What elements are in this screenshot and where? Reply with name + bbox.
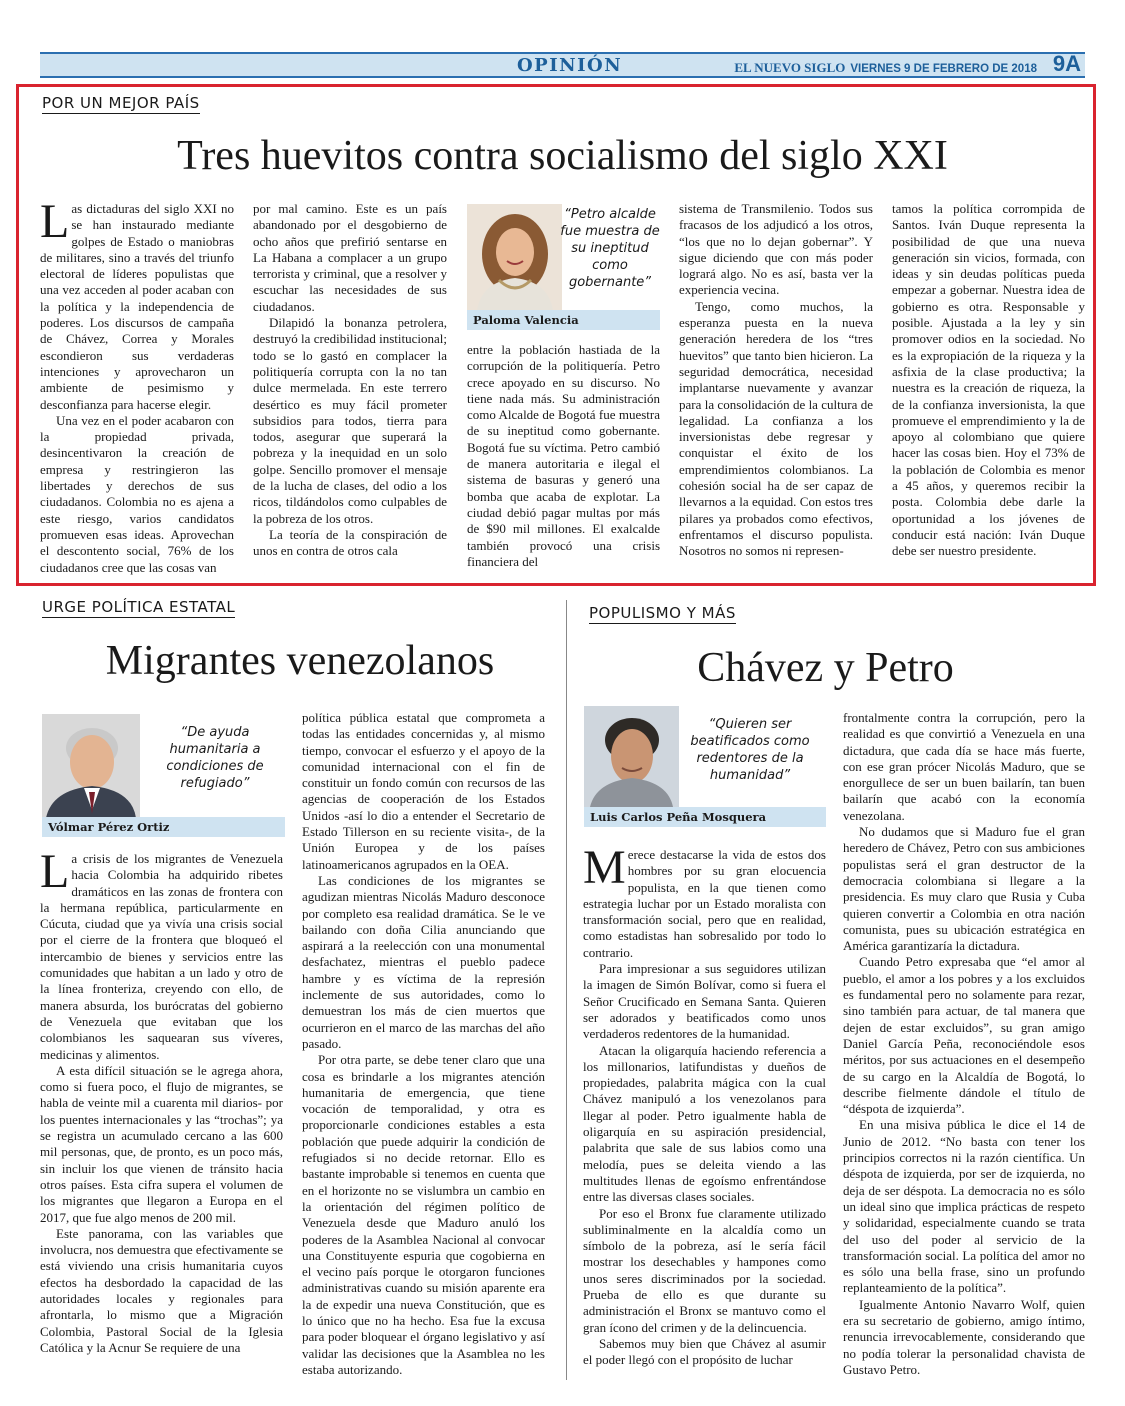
article3-paragraph: frontalmente contra la corrupción, pero la realidad es que convirtió a Venezuela en una dictadura, que cada día se hace más fuerte, con ese gran prócer Nicolás Maduro, que se enorgullece de ser un buen bailarín, tan buen bailarín que acabó con la economía venezolana.	[843, 710, 1085, 823]
section-title: OPINIÓN	[517, 55, 623, 76]
article3-paragraph: Cuando Petro expresaba que “el amor al pueblo, el amor a los pobres y a los excluidos es fundamental pero no solamente para rezar, sino también para actuar, de tal manera que dejen de estar excluidos”, su gran amigo Daniel García Peña, reconociéndole esos méritos, por sus actuaciones en el desempeño de su cargo en la Alcaldía de Bogotá, lo describe fielmente dándole el título de “déspota de izquierda”.	[843, 954, 1085, 1117]
article3-paragraph: No dudamos que si Maduro fue el gran heredero de Chávez, Petro con sus ambiciones populistas será el gran destructor de la democracia colombiana si llegare a la presidencia. Es muy claro que Rusia y Cuba quieren convertir a Colombia en otra nación comunista, pues su ubicación estratégica en América garantizaría la dictadura.	[843, 824, 1085, 954]
article3-column-1	[583, 841, 826, 1368]
author-photo-luis-carlos-pena-mosquera	[584, 706, 679, 807]
article1-quote: “Petro alcalde fue muestra de su ineptitud como gobernante”	[560, 207, 660, 290]
article2-paragraph: Las condiciones de los migrantes se agudizan mientras Nicolás Maduro desconoce por completo esa realidad dramática. Se le ve bailando con doña Cilia anunciando que aspirará a la reelección con una monumental desfachatez, mientras el pueblo padece hambre y es víctima de la represión inclemente de sus autoridades, como lo demuestran los más de cien muertos que ocurrieron en el marco de las marchas del año pasado.	[302, 872, 545, 1051]
drop-cap: M	[583, 841, 626, 894]
drop-cap: L	[40, 195, 70, 248]
article1-paragraph: por mal camino. Este es un país abandonado por el desgobierno de ocho años que prefirió sentarse en La Habana a complacer a un grupo terrorista y criminal, que a resolver y escuchar las necesidades de sus ciudadanos.	[253, 201, 447, 314]
article1-headline: Tres huevitos contra socialismo del siglo XXI	[177, 133, 948, 179]
article3-kicker: POPULISMO Y MÁS	[589, 604, 736, 622]
article3-paragraph: Igualmente Antonio Navarro Wolf, quien era su secretario de gobierno, amigo íntimo, renuncia irrevocablemente, considerando que no podía tolerar la personalidad chavista de Gustavo Petro.	[843, 1296, 1085, 1377]
article3-paragraph: Para impresionar a sus seguidores utilizan la imagen de Simón Bolívar, como si fuera el Señor Crucificado en Semana Santa. Quieren ser adorados y beatificados como unos verdaderos redentores de la humanidad.	[583, 961, 826, 1042]
page-header-bar	[40, 52, 1085, 78]
article2-kicker: URGE POLÍTICA ESTATAL	[42, 598, 236, 616]
article1-paragraph: as dictaduras del siglo XXI no se han instaurado mediante golpes de Estado o maniobras de militares, sino a través del triunfo electoral de líderes populistas que una vez acceden al poder acaban con la política y la independencia de poderes. Los discursos de campaña de Chávez, Correa y Morales escondieron sus verdaderas intenciones y aprovecharon un ambiente de pesimismo y desconfianza para hacerse elegir.	[40, 201, 234, 412]
article1-column-3	[467, 342, 660, 573]
portrait-image	[42, 714, 140, 818]
drop-cap: L	[40, 845, 70, 898]
article2-column-2	[302, 710, 545, 1377]
article1-kicker: POR UN MEJOR PAÍS	[42, 94, 200, 112]
article1-author: Paloma Valencia	[467, 310, 660, 330]
author-photo-volmar-perez-ortiz	[42, 714, 140, 818]
article1-column-5	[892, 201, 1085, 573]
article3-column-2	[843, 710, 1085, 1377]
article1-column-2	[253, 201, 447, 573]
article1-paragraph: entre la población hastiada de la corrupción de la politiquería. Petro crece apoyado en su discurso. No tiene nada más. Su administración como Alcalde de Bogotá fue muestra de su ineptitud como gobernante. Bogotá fue su víctima. Petro cambió de manera autoritaria e ilegal el sistema de basuras y generó una bomba que acaba de explotar. La ciudad debió pagar multas por más de $90 mil millones. El exalcalde también provocó una crisis financiera del	[467, 342, 660, 569]
article3-author: Luis Carlos Peña Mosquera	[584, 807, 826, 827]
portrait-image	[467, 204, 562, 311]
author-photo-paloma-valencia	[467, 204, 562, 311]
article2-paragraph: política pública estatal que comprometa a todas las entidades concernidas y, al mismo tiempo, convocar el esfuerzo y el apoyo de la comunidad internacional con el fin de constituir un fondo común con recursos de las agencias de cooperación de los Estados Unidos -así lo dio a entender el Secretario de Estado Tillerson en su reciente visita-, de la Unión Europea y de los países latinoamericanos agrupados en la OEA.	[302, 710, 545, 872]
article1-column-4	[679, 201, 873, 573]
portrait-image	[584, 706, 679, 807]
article2-paragraph: Por otra parte, se debe tener claro que una cosa es brindarle a los migrantes atención humanitaria de emergencia, que tiene vocación de temporalidad, y otra es proporcionarle condiciones estables a esta población que puede adquirir la condición de refugiados si no decide retornar. Ello es bastante improbable si tenemos en cuenta que en el horizonte no se vislumbra un cambio en la orientación del régimen político de Venezuela desde que Maduro anuló los poderes de la Asamblea Nacional al convocar una Constituyente espuria que cogobierna en el vecino país porque le otorgaron funciones administrativas cuando su misión aparente era la de expedir una nueva Constitución, que es lo único que no ha hecho. Esa fue la excusa para poder bloquear el órgano legislativo y así validar las decisiones que la Asamblea no les estaba autorizando.	[302, 1052, 545, 1377]
article1-paragraph: Una vez en el poder acabaron con la propiedad privada, desincentivaron la creación de empresa y restringieron las libertades y derechos de sus ciudadanos. Colombia no es ajena a este riesgo, varios candidatos promueven esas ideas. Aprovechan el descontento social, 76% de los ciudadanos cree que las cosas van	[40, 412, 234, 575]
article1-paragraph: tamos la política corrompida de Santos. Iván Duque representa la posibilidad de que una nueva generación sin vicios, formada, con ideas y sin deudas políticas pueda empezar a gobernar. Nuestra idea de gobierno es otra. Responsable y posible. Ajustada a la ley y sin promover odios en la sociedad. No es la expropiación de la riqueza y la asfixia de la clase productiva; la nuestra es la creación de riqueza, la de la confianza inversionista, la que promueve el emprendimiento y la de apoyo al colombiano que quiere hacer las cosas bien. Hoy el 73% de la población de Colombia es menor a 45 años, y queremos recibir la posta. Colombia debe darle la oportunidad a los jóvenes de conducir está nación: Iván Duque debe ser nuestro presidente.	[892, 201, 1085, 559]
column-divider	[566, 600, 567, 1380]
issue-date: VIERNES 9 DE FEBRERO DE 2018	[850, 63, 1037, 75]
article3-paragraph: En una misiva pública le dice el 14 de Junio de 2012. “No basta con tener los principios correctos ni la razón científica. Un déspota de izquierda, por ser de izquierda, no deja de ser déspota. La democracia no es sólo un ideal sino que implica prácticas de respeto y solidaridad, especialmente cuando se trata del uso del poder al servicio de la transformación social. La política del amor no es sólo una bella frase, sino un profundo replanteamiento de la política”.	[843, 1117, 1085, 1296]
paper-dateline	[734, 60, 1037, 76]
article3-headline: Chávez y Petro	[697, 645, 954, 691]
article3-paragraph: Por eso el Bronx fue claramente utilizado subliminalmente en la alcaldía como un símbolo de la pobreza, así le sería fácil mostrar los desechables y hampones como unos seres discriminados por la sociedad. Prueba de ello es que durante su administración el Bronx se mantuvo como el gran ícono del crimen y de la delincuencia.	[583, 1205, 826, 1335]
article2-author: Vólmar Pérez Ortiz	[42, 817, 285, 837]
article2-paragraph: a crisis de los migrantes de Venezuela hacia Colombia ha adquirido ribetes dramáticos en las zonas de frontera con la hermana república, particularmente en Cúcuta, ciudad que ya vivía una crisis social por el cierre de la frontera que bloqueó el intercambio de bienes y servicios entre las comunidades que habitan a un lado y otro de la línea fronteriza, creyendo con ello, de manera absurda, los burócratas del gobierno de Venezuela que evitaban que los colombianos les saquearan sus víveres, medicinas y alimentos.	[40, 851, 283, 1062]
article1-paragraph: Tengo, como muchos, la esperanza puesta en la nueva generación heredera de los “tres huevitos” que tanto bien hicieron. La seguridad democrática, necesidad implantarse nuevamente y avanzar para la consolidación de la cultura de legalidad. La confianza a los inversionistas debe regresar y conquistar el éxito de los emprendimientos colombianos. La cohesión social ha de ser capaz de llevarnos a la equidad. Con estos tres pilares ya probados como efectivos, enfrentamos el discurso populista. Nosotros no somos ni represen-	[679, 298, 873, 559]
article2-column-1	[40, 845, 283, 1355]
article2-paragraph: A esta difícil situación se le agrega ahora, como si fuera poco, el flujo de migrantes, se habla de veinte mil a cuarenta mil diarios- por los puentes internacionales y las “trochas”; ya se registra un acumulado cercano a las 600 mil personas, que, de pronto, es un poco más, sin incluir los que vienen de tránsito hacia otros países. Esta cifra supera el volumen de los migrantes que llegaron a Europa en el 2017, que fue algo menos de 200 mil.	[40, 1062, 283, 1225]
article1-column-1	[40, 195, 234, 575]
article3-quote: “Quieren ser beatificados como redentores de la humanidad”	[690, 717, 810, 783]
article1-paragraph: Dilapidó la bonanza petrolera, destruyó la credibilidad institucional; todo se lo gastó en complacer la politiquería corrupta con la no tan dulce mermelada. En este terrero desértico es muy fácil prometer subsidios para todos, tierra para todos, asegurar que superará la pobreza y la inequidad en un solo golpe. Sencillo promover el mensaje de la lucha de clases, del odio a los ricos, tildándolos como culpables de la pobreza de los otros.	[253, 315, 447, 526]
article3-paragraph: Sabemos muy bien que Chávez al asumir el poder llegó con el propósito de luchar	[583, 1335, 826, 1368]
page-number: 9A	[1052, 51, 1081, 76]
paper-name: EL NUEVO SIGLO	[734, 60, 846, 75]
article3-paragraph: erece destacarse la vida de estos dos hombres por su gran elocuencia populista, en la que tienen como estrategia luchar por un Estado moralista con transformación social, pero que en realidad, como estadistas han sobresalido por todo lo contrario.	[583, 847, 826, 960]
article1-paragraph: La teoría de la conspiración de unos en contra de otros cala	[253, 526, 447, 559]
article2-quote: “De ayuda humanitaria a condiciones de refugiado”	[166, 725, 264, 791]
article2-paragraph: Este panorama, con las variables que involucra, nos demuestra que efectivamente se está viviendo una crisis humanitaria cuyos efectos ha desbordado la capacidad de las autoridades locales y regionales para afrontarla, lo mismo que a Migración Colombia, Pastoral Social de la Iglesia Católica y la Acnur Se requiere de una	[40, 1225, 283, 1355]
article3-paragraph: Atacan la oligarquía haciendo referencia a los millonarios, latifundistas y dueños de propiedades, palabrita mágica con la cual Chávez manipuló a los venezolanos para llegar al poder. Petro igualmente habla de oligarquía en su aspiración presidencial, palabrita que sale de sus labios como una melodía, pues se deleita viendo a las multitudes llenas de egoísmo enfrentándose entre las diversas clases sociales.	[583, 1042, 826, 1205]
article2-headline: Migrantes venezolanos	[105, 638, 495, 684]
article1-paragraph: sistema de Transmilenio. Todos sus fracasos de los adjudicó a los otros, “los que no lo dejan gobernar”. Y sigue diciendo que con más poder logrará algo. No es así, basta ver la experiencia vecina.	[679, 201, 873, 298]
